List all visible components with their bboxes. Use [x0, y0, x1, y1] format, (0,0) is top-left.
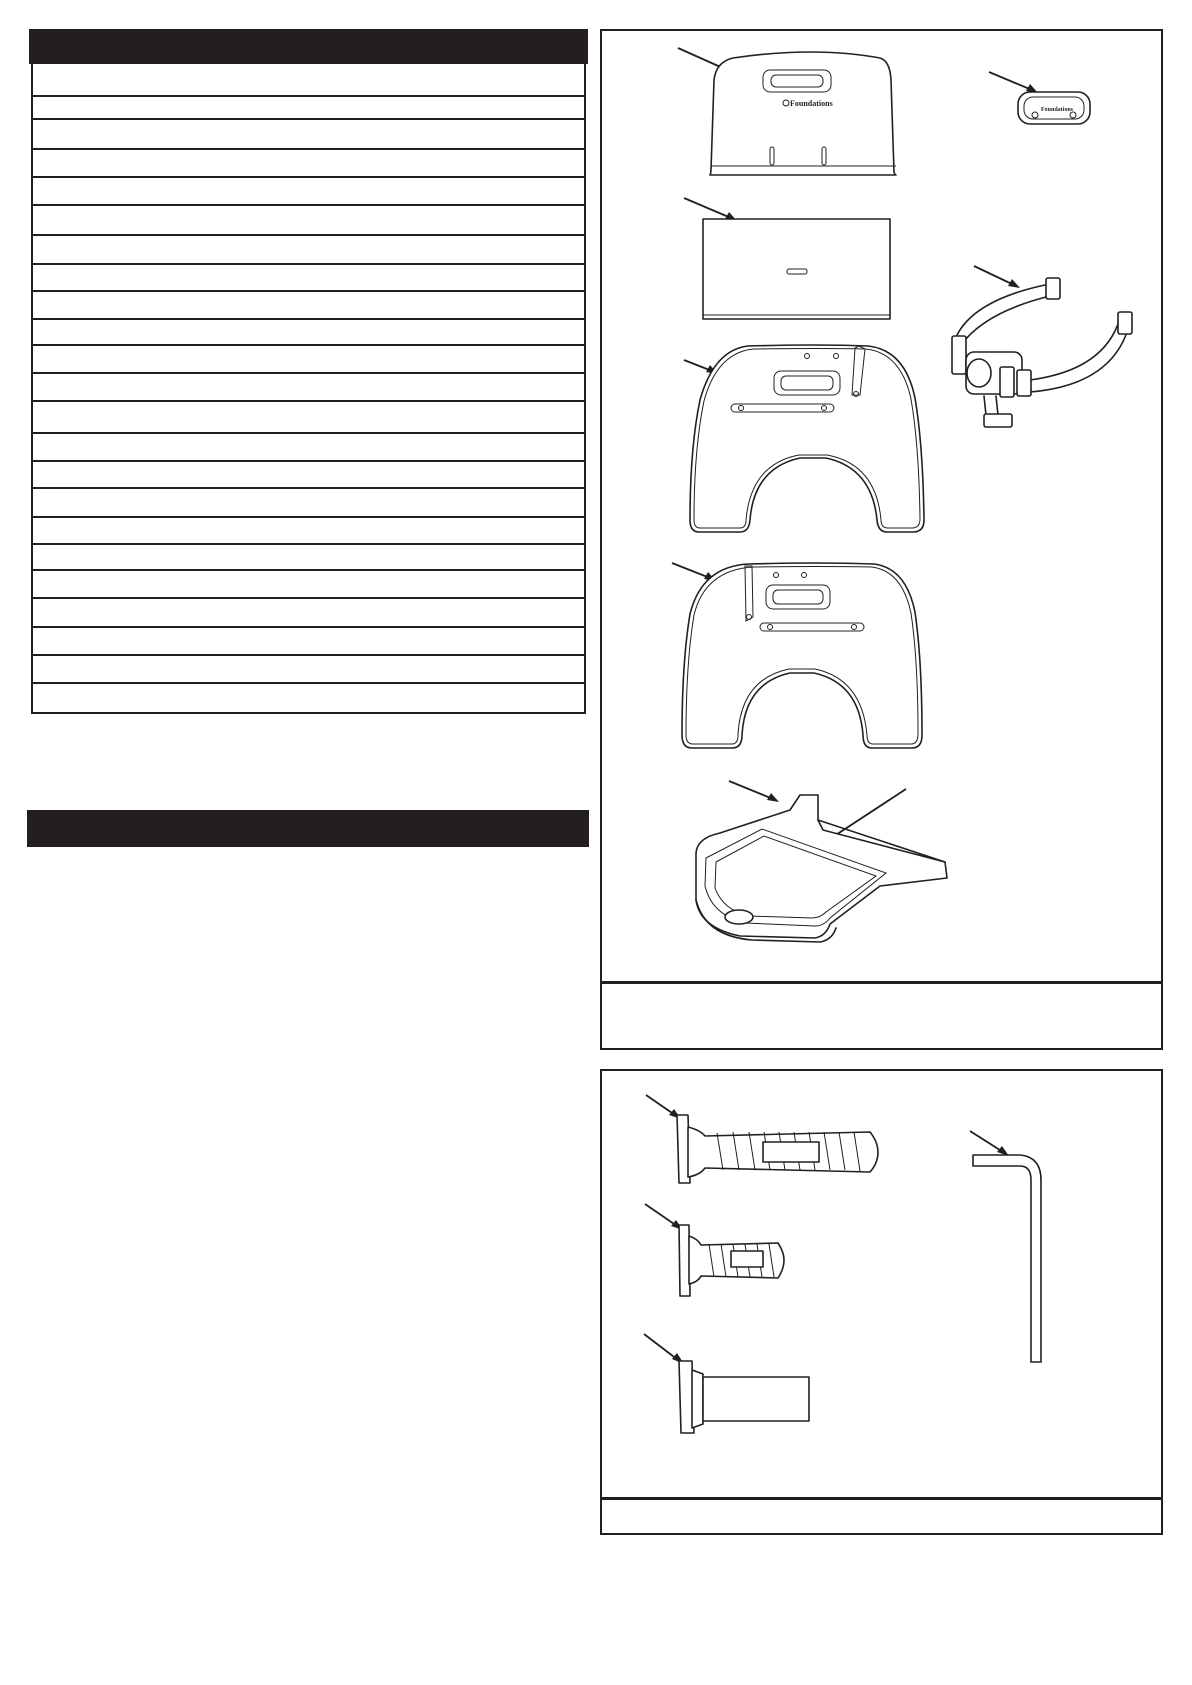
- long-bolt-icon: [646, 1095, 878, 1183]
- short-bolt-icon: [645, 1204, 784, 1296]
- allen-wrench-icon: [970, 1131, 1041, 1362]
- svg-text:Foundations: Foundations: [790, 99, 833, 108]
- svg-text:Foundations: Foundations: [1041, 107, 1074, 113]
- barrel-nut-icon: [644, 1334, 809, 1433]
